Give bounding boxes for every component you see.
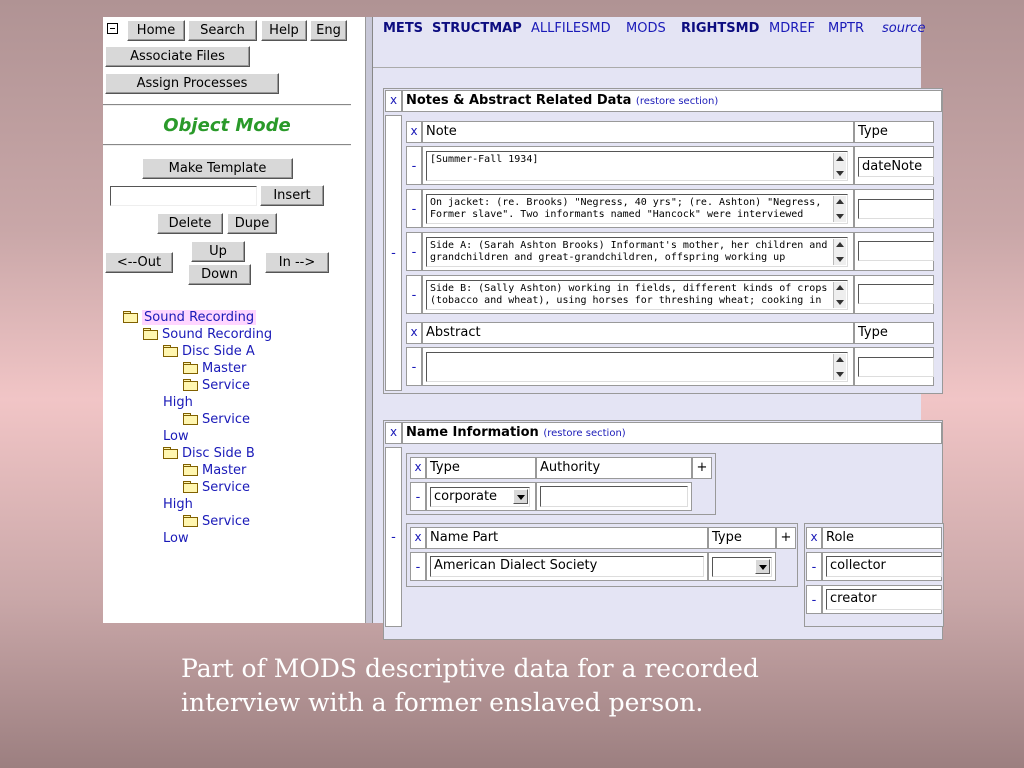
name-part-row-remove[interactable]: -	[410, 552, 426, 581]
in-button[interactable]: In -->	[265, 252, 329, 273]
help-button[interactable]: Help	[261, 20, 307, 41]
chevron-down-icon[interactable]	[755, 559, 770, 574]
authority-header: Authority	[536, 457, 692, 479]
search-button[interactable]: Search	[188, 20, 257, 41]
scrollbar[interactable]	[833, 153, 846, 179]
name-part-header: Name Part	[426, 527, 708, 549]
folder-icon	[183, 481, 198, 492]
slide-caption: Part of MODS descriptive data for a recorded interview with a former enslaved person.	[181, 654, 759, 717]
note-textarea[interactable]: On jacket: (re. Brooks) "Negress, 40 yrs"; (re. Ashton) "Negress, Former slave". Two informants named "Hancock" were interviewed	[426, 194, 848, 224]
nav-source[interactable]: source	[882, 21, 926, 36]
tree-node-a-service-high[interactable]: Service	[183, 377, 250, 394]
folder-icon	[163, 345, 178, 356]
note-type-field[interactable]	[858, 241, 934, 261]
note-row-remove[interactable]: -	[406, 275, 422, 314]
type-column-header: Type	[854, 121, 934, 143]
note-type-field[interactable]	[858, 284, 934, 304]
insert-button[interactable]: Insert	[260, 185, 324, 206]
folder-icon	[183, 464, 198, 475]
name-part-type-select[interactable]	[712, 557, 772, 577]
abstract-type-header: Type	[854, 322, 934, 344]
authority-field[interactable]	[540, 486, 688, 507]
type-header: Type	[426, 457, 536, 479]
insert-input[interactable]	[110, 186, 257, 206]
add-authority-button[interactable]: +	[692, 457, 712, 479]
tree-node-b-service-low-cont: Low	[163, 531, 189, 546]
tree-node-disc-side-a[interactable]: Disc Side A	[163, 343, 255, 360]
mode-title: Object Mode	[163, 115, 291, 136]
role-row-remove[interactable]: -	[806, 552, 822, 581]
note-type-field[interactable]: dateNote	[858, 157, 934, 177]
tree-node-root[interactable]: Sound Recording	[123, 309, 256, 326]
add-name-part-button[interactable]: +	[776, 527, 796, 549]
nav-mdref[interactable]: MDREF	[769, 21, 815, 36]
role-row-remove[interactable]: -	[806, 585, 822, 614]
name-section-title: Name Information	[406, 425, 539, 440]
tree-node-a-service-high-cont: High	[163, 395, 193, 410]
note-row-remove[interactable]: -	[406, 232, 422, 271]
down-button[interactable]: Down	[188, 264, 251, 285]
screenshot	[103, 17, 926, 623]
tree-node-disc-side-b[interactable]: Disc Side B	[163, 445, 255, 462]
folder-icon	[183, 515, 198, 526]
abstract-row-remove[interactable]: -	[406, 347, 422, 386]
divider-line	[103, 104, 351, 106]
abstract-column-header: Abstract	[422, 322, 854, 344]
scrollbar[interactable]	[833, 196, 846, 222]
name-part-field[interactable]: American Dialect Society	[430, 556, 704, 577]
name-section-close[interactable]: x	[385, 422, 402, 444]
scrollbar[interactable]	[833, 239, 846, 265]
notes-section-header	[402, 90, 942, 112]
note-column-header: Note	[422, 121, 854, 143]
nav-mods[interactable]: MODS	[626, 21, 666, 36]
note-textarea[interactable]: Side B: (Sally Ashton) working in fields, different kinds of crops (tobacco and wheat), using horses for threshing wheat; cooking in	[426, 280, 848, 310]
associate-files-button[interactable]: Associate Files	[105, 46, 250, 67]
folder-icon	[183, 362, 198, 373]
name-collapse[interactable]: -	[385, 447, 402, 627]
note-type-field[interactable]	[858, 199, 934, 219]
delete-button[interactable]: Delete	[157, 213, 223, 234]
pane-splitter[interactable]	[365, 17, 373, 623]
dupe-button[interactable]: Dupe	[227, 213, 277, 234]
name-section-header	[402, 422, 942, 444]
folder-icon	[183, 379, 198, 390]
abstract-column-close[interactable]: x	[406, 322, 422, 344]
type-row-remove[interactable]: -	[410, 482, 426, 511]
tree-node-a-service-low-cont: Low	[163, 429, 189, 444]
role-close[interactable]: x	[806, 527, 822, 549]
collapse-icon[interactable]	[107, 23, 118, 34]
home-button[interactable]: Home	[127, 20, 185, 41]
notes-section-title: Notes & Abstract Related Data	[406, 93, 632, 108]
left-pane	[103, 17, 370, 623]
role-field[interactable]: collector	[826, 556, 942, 577]
make-template-button[interactable]: Make Template	[142, 158, 293, 179]
scrollbar[interactable]	[833, 282, 846, 308]
folder-icon	[163, 447, 178, 458]
tree-node-a-service-low[interactable]: Service	[183, 411, 250, 428]
tree-node-b-service-high-cont: High	[163, 497, 193, 512]
notes-section-close[interactable]: x	[385, 90, 402, 112]
nav-mptr[interactable]: MPTR	[828, 21, 865, 36]
notes-restore-link[interactable]: (restore section)	[635, 96, 719, 107]
tree-node-b-service-high[interactable]: Service	[183, 479, 250, 496]
tree-node-a-master[interactable]: Master	[183, 360, 246, 377]
role-field[interactable]: creator	[826, 589, 942, 610]
out-button[interactable]: <--Out	[105, 252, 173, 273]
name-type-select[interactable]: corporate	[430, 487, 530, 507]
abstract-textarea[interactable]	[426, 352, 848, 382]
abstract-type-field[interactable]	[858, 357, 934, 377]
folder-icon	[123, 311, 138, 322]
scrollbar[interactable]	[833, 354, 846, 380]
nav-rightsmd[interactable]: RIGHTSMD	[681, 21, 760, 36]
folder-icon	[183, 413, 198, 424]
tree-node-b-service-low[interactable]: Service	[183, 513, 250, 530]
chevron-down-icon[interactable]	[513, 489, 528, 504]
note-row-remove[interactable]: -	[406, 146, 422, 185]
tree-node-sound-recording[interactable]: Sound Recording	[143, 326, 272, 343]
name-restore-link[interactable]: (restore section)	[543, 428, 626, 439]
note-row-remove[interactable]: -	[406, 189, 422, 228]
type-close[interactable]: x	[410, 457, 426, 479]
note-textarea[interactable]: Side A: (Sarah Ashton Brooks) Informant's mother, her children and grandchildren and great-grandchildren, offspring working up	[426, 237, 848, 267]
nav-allfilesmd[interactable]: ALLFILESMD	[531, 21, 611, 36]
name-part-close[interactable]: x	[410, 527, 426, 549]
assign-processes-button[interactable]: Assign Processes	[105, 73, 279, 94]
eng-button[interactable]: Eng	[310, 20, 347, 41]
nav-structmap[interactable]: STRUCTMAP	[432, 21, 522, 36]
section-nav	[373, 17, 926, 68]
notes-collapse[interactable]: -	[385, 115, 402, 391]
note-column-close[interactable]: x	[406, 121, 422, 143]
role-header: Role	[822, 527, 942, 549]
tree-node-b-master[interactable]: Master	[183, 462, 246, 479]
nav-mets[interactable]: METS	[383, 21, 424, 36]
up-button[interactable]: Up	[191, 241, 245, 262]
right-pane	[373, 17, 926, 623]
note-textarea[interactable]: [Summer-Fall 1934]	[426, 151, 848, 181]
folder-icon	[143, 328, 158, 339]
name-part-type-header: Type	[708, 527, 776, 549]
divider-line	[103, 144, 351, 146]
